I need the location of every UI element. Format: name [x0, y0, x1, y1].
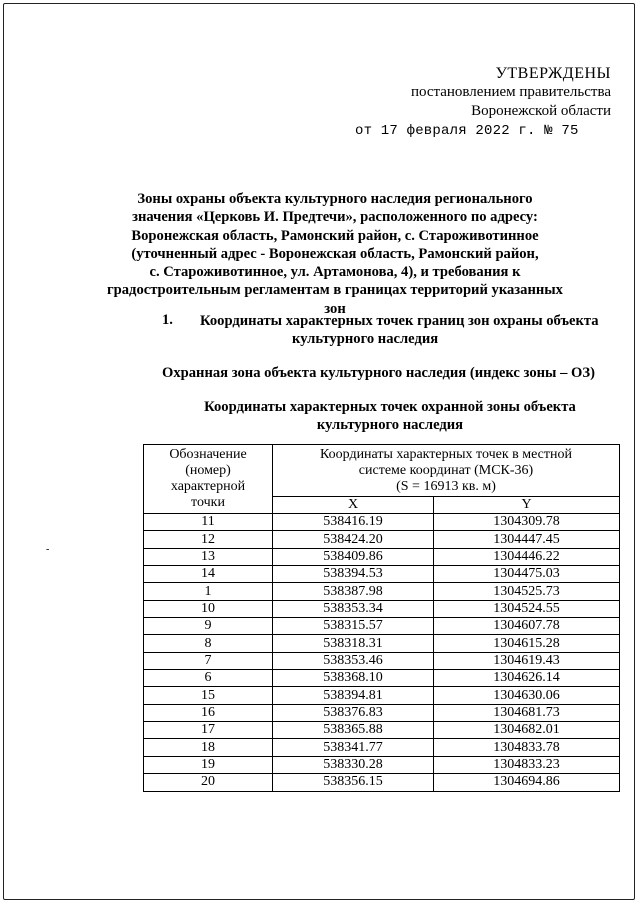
- title-line: значения «Церковь И. Предтечи», расположенного по адресу:: [132, 209, 538, 226]
- table-row: [144, 618, 620, 635]
- table-row: [144, 600, 620, 617]
- cell-point: 19: [144, 756, 273, 773]
- cell-y: 1304681.73: [434, 704, 620, 721]
- table-row: [144, 687, 620, 704]
- cell-point: 11: [144, 514, 273, 531]
- table-row: [144, 566, 620, 583]
- section-number: 1.: [162, 312, 173, 328]
- cell-x: 538416.19: [273, 514, 434, 531]
- column-header-x: X: [273, 497, 434, 514]
- table-row: [144, 548, 620, 565]
- section-title-line-2: культурного наследия: [292, 331, 439, 347]
- cell-point: 20: [144, 774, 273, 791]
- cell-y: 1304630.06: [434, 687, 620, 704]
- table-row: [144, 670, 620, 687]
- cell-y: 1304309.78: [434, 514, 620, 531]
- cell-point: 10: [144, 600, 273, 617]
- approval-line-2: постановлением правительства: [410, 84, 611, 100]
- cell-point: 15: [144, 687, 273, 704]
- table-row: [144, 756, 620, 773]
- cell-point: 12: [144, 531, 273, 548]
- cell-point: 1: [144, 583, 273, 600]
- column-header-y: Y: [434, 497, 620, 514]
- cell-x: 538315.57: [273, 618, 434, 635]
- cell-y: 1304619.43: [434, 652, 620, 669]
- cell-y: 1304446.22: [434, 548, 620, 565]
- approval-order: от 17 февраля 2022 г. № 75: [355, 123, 579, 139]
- coordinates-table-body: [144, 514, 620, 792]
- title-line: (уточненный адрес - Воронежская область, Рамонский район,: [131, 245, 539, 262]
- cell-x: 538318.31: [273, 635, 434, 652]
- table-row: [144, 774, 620, 791]
- cell-y: 1304607.78: [434, 618, 620, 635]
- cell-point: 8: [144, 635, 273, 652]
- cell-y: 1304694.86: [434, 774, 620, 791]
- cell-x: 538341.77: [273, 739, 434, 756]
- title-line: с. Староживотинное, ул. Артамонова, 4), и требования к: [149, 264, 521, 281]
- table-caption-line-2: культурного наследия: [316, 417, 464, 433]
- approval-line-3: Воронежской области: [471, 103, 611, 119]
- cell-point: 7: [144, 652, 273, 669]
- document-title: [100, 190, 570, 318]
- title-line: Зоны охраны объекта культурного наследия регионального: [137, 191, 533, 207]
- table-row: [144, 704, 620, 721]
- cell-y: 1304615.28: [434, 635, 620, 652]
- cell-y: 1304682.01: [434, 722, 620, 739]
- cell-x: 538353.46: [273, 652, 434, 669]
- table-caption-line-1: Координаты характерных точек охранной зоны объекта: [204, 399, 576, 415]
- table-row: [144, 635, 620, 652]
- coordinates-table: [143, 444, 620, 792]
- table-row: [144, 583, 620, 600]
- table-row: [144, 722, 620, 739]
- cell-point: 14: [144, 566, 273, 583]
- cell-x: 538387.98: [273, 583, 434, 600]
- cell-point: 13: [144, 548, 273, 565]
- table-row: [144, 652, 620, 669]
- cell-y: 1304833.23: [434, 756, 620, 773]
- cell-x: 538368.10: [273, 670, 434, 687]
- column-header-point: Обозначение (номер) характерной точки: [144, 445, 273, 514]
- cell-y: 1304833.78: [434, 739, 620, 756]
- section-title: [200, 312, 620, 348]
- zone-heading: Охранная зона объекта культурного наследия (индекс зоны – ОЗ): [162, 365, 595, 381]
- cell-point: 17: [144, 722, 273, 739]
- cell-x: 538394.53: [273, 566, 434, 583]
- title-line: Воронежская область, Рамонский район, с. Староживотинное: [131, 227, 539, 244]
- cell-x: 538365.88: [273, 722, 434, 739]
- cell-y: 1304525.73: [434, 583, 620, 600]
- table-row: [144, 531, 620, 548]
- cell-x: 538409.86: [273, 548, 434, 565]
- cell-y: 1304626.14: [434, 670, 620, 687]
- cell-x: 538356.15: [273, 774, 434, 791]
- table-row: [144, 514, 620, 531]
- column-header-coordinates: Координаты характерных точек в местной системе координат (МСК-36) (S = 16913 кв. м): [273, 445, 620, 497]
- cell-y: 1304447.45: [434, 531, 620, 548]
- table-row: [144, 739, 620, 756]
- cell-x: 538376.83: [273, 704, 434, 721]
- approval-heading: УТВЕРЖДЕНЫ: [495, 65, 611, 82]
- cell-point: 9: [144, 618, 273, 635]
- cell-x: 538330.28: [273, 756, 434, 773]
- cell-x: 538353.34: [273, 600, 434, 617]
- margin-mark: -: [46, 544, 50, 555]
- cell-point: 6: [144, 670, 273, 687]
- cell-point: 16: [144, 704, 273, 721]
- cell-y: 1304524.55: [434, 600, 620, 617]
- title-line: градостроительным регламентам в границах территорий указанных зон: [107, 282, 563, 317]
- cell-point: 18: [144, 739, 273, 756]
- table-caption: [180, 398, 600, 434]
- cell-x: 538394.81: [273, 687, 434, 704]
- section-title-line-1: Координаты характерных точек границ зон охраны объекта: [200, 313, 599, 329]
- approval-stamp: [351, 64, 611, 121]
- cell-x: 538424.20: [273, 531, 434, 548]
- cell-y: 1304475.03: [434, 566, 620, 583]
